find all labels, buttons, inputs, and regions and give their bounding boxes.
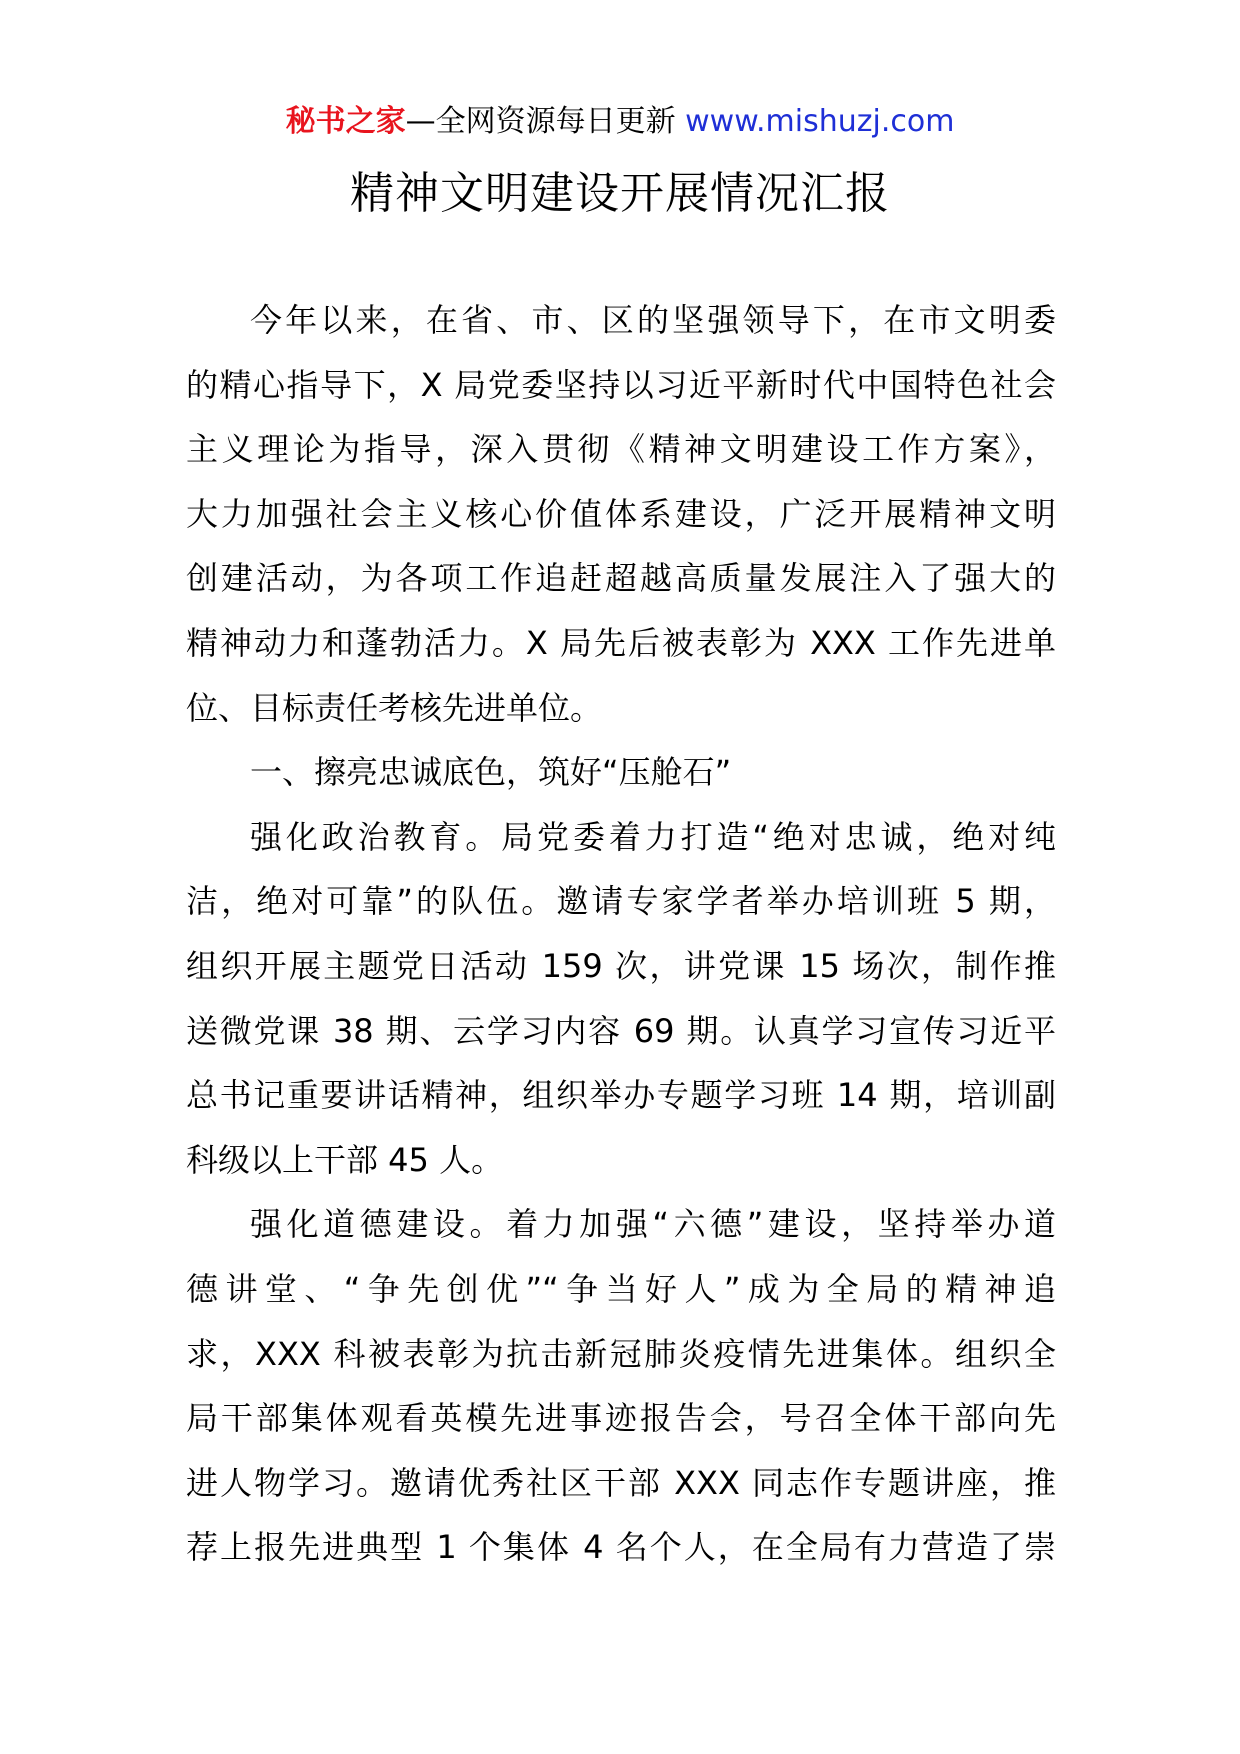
paragraph-line: 大力加强社会主义核心价值体系建设，广泛开展精神文明 xyxy=(186,494,1056,533)
paragraph-line: 求，XXX 科被表彰为抗击新冠肺炎疫情先进集体。组织全 xyxy=(186,1334,1056,1373)
paragraph-line: 强化政治教育。局党委着力打造“绝对忠诚，绝对纯 xyxy=(250,817,1056,856)
paragraph-line: 今年以来，在省、市、区的坚强领导下，在市文明委 xyxy=(250,301,1056,339)
paragraph-line: 主义理论为指导，深入贯彻《精神文明建设工作方案》， xyxy=(186,430,1056,469)
paragraph-line: 送微党课 38 期、云学习内容 69 期。认真学习宣传习近平 xyxy=(186,1011,1056,1050)
brand-name: 秘书之家 xyxy=(285,104,406,139)
header-tagline: —全网资源每日更新 xyxy=(405,104,676,139)
paragraph-line: 的精心指导下，X 局党委坚持以习近平新时代中国特色社会 xyxy=(186,365,1056,404)
section-heading: 一、擦亮忠诚底色，筑好“压舱石” xyxy=(250,753,732,792)
paragraph-line: 组织开展主题党日活动 159 次，讲党课 15 场次，制作推 xyxy=(186,946,1056,985)
paragraph-line: 位、目标责任考核先进单位。 xyxy=(186,688,603,727)
paragraph-line: 精神动力和蓬勃活力。X 局先后被表彰为 XXX 工作先进单 xyxy=(186,623,1056,662)
paragraph-line: 创建活动，为各项工作追赶超越高质量发展注入了强大的 xyxy=(186,559,1056,598)
paragraph-line: 总书记重要讲话精神，组织举办专题学习班 14 期，培训副 xyxy=(186,1076,1056,1115)
paragraph-line: 荐上报先进典型 1 个集体 4 名个人，在全局有力营造了崇 xyxy=(186,1528,1056,1567)
watermark-header xyxy=(0,100,1240,144)
paragraph-line: 科级以上干部 45 人。 xyxy=(186,1140,504,1179)
document-title: 精神文明建设开展情况汇报 xyxy=(350,168,890,219)
document-body xyxy=(186,288,1056,1580)
site-url-link[interactable]: www.mishuzj.com xyxy=(685,104,955,139)
paragraph-line: 洁，绝对可靠”的队伍。邀请专家学者举办培训班 5 期， xyxy=(186,882,1056,921)
paragraph-line: 局干部集体观看英模先进事迹报告会，号召全体干部向先 xyxy=(186,1399,1056,1438)
paragraph-line: 强化道德建设。着力加强“六德”建设，坚持举办道 xyxy=(250,1205,1056,1244)
paragraph-line: 进人物学习。邀请优秀社区干部 XXX 同志作专题讲座，推 xyxy=(186,1463,1056,1502)
paragraph-line: 德讲堂、“争先创优”“争当好人”成为全局的精神追 xyxy=(186,1269,1056,1308)
